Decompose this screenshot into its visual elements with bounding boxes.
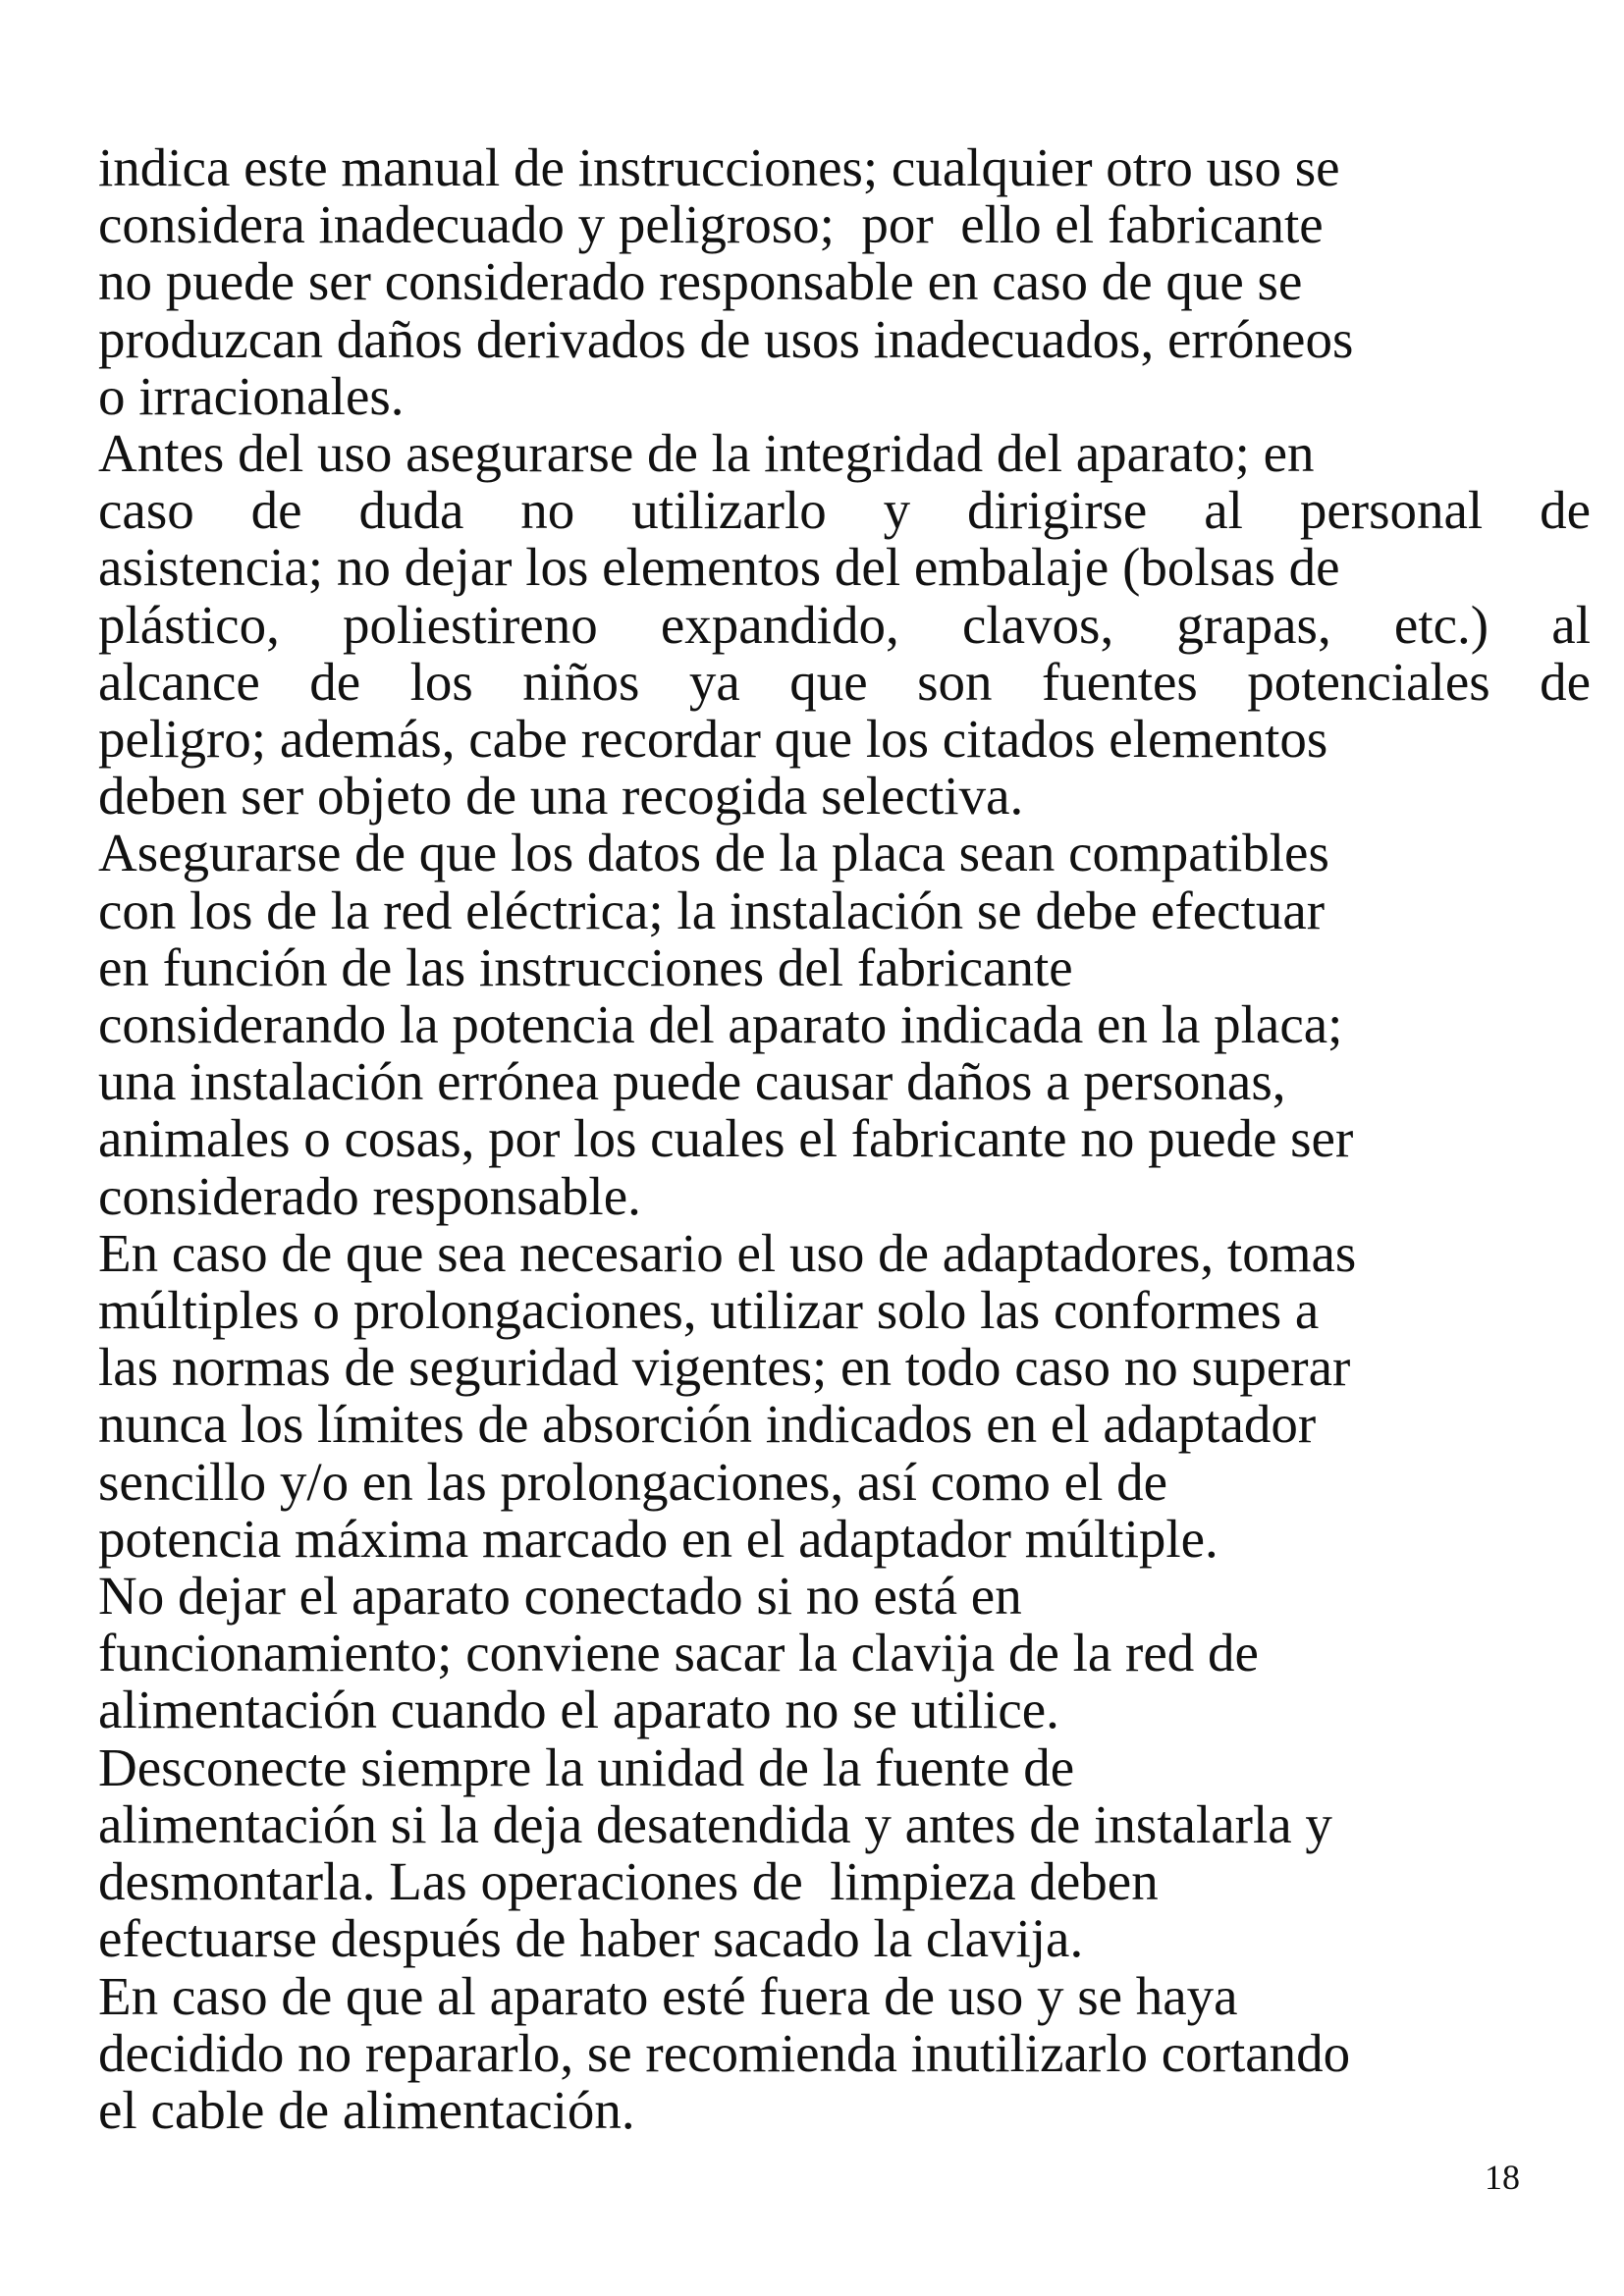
paragraph-6 — [98, 1736, 1591, 1969]
text-line: No dejar el aparato conectado si no está en — [98, 1566, 1022, 1627]
text-line: considera inadecuado y peligroso; por ello el fabricante — [98, 194, 1324, 255]
text-line: plástico, poliestireno expandido, clavos, grapas, etc.) al — [98, 594, 1591, 655]
paragraph-7 — [98, 1965, 1591, 2140]
text-line: efectuarse después de haber sacado la clavija. — [98, 1908, 1084, 1969]
text-line: funcionamiento; conviene sacar la clavija de la red de — [98, 1623, 1259, 1683]
text-line: considerado responsable. — [98, 1165, 641, 1226]
text-line: Asegurarse de que los datos de la placa sean compatibles — [98, 823, 1329, 883]
text-line: Desconecte siempre la unidad de la fuente de — [98, 1736, 1075, 1797]
text-line: En caso de que al aparato esté fuera de uso y se haya — [98, 1965, 1238, 2026]
paragraph-2 — [98, 425, 1591, 825]
text-line: potencia máxima marcado en el adaptador múltiple. — [98, 1508, 1218, 1569]
text-line: desmontarla. Las operaciones de limpieza deben — [98, 1851, 1159, 1912]
text-line: con los de la red eléctrica; la instalación se debe efectuar — [98, 880, 1326, 940]
text-line: deben ser objeto de una recogida selectiva. — [98, 766, 1024, 827]
text-line: el cable de alimentación. — [98, 2079, 635, 2140]
text-line: sencillo y/o en las prolongaciones, así como el de — [98, 1451, 1168, 1512]
text-line: peligro; además, cabe recordar que los citados elementos — [98, 709, 1328, 770]
text-line: decidido no repararlo, se recomienda inutilizarlo cortando — [98, 2022, 1351, 2083]
page-number: 18 — [1485, 2158, 1520, 2197]
text-line: nunca los límites de absorción indicados en el adaptador — [98, 1394, 1317, 1455]
text-line: alimentación si la deja desatendida y antes de instalarla y — [98, 1793, 1332, 1854]
text-line: una instalación errónea puede causar daños a personas, — [98, 1051, 1286, 1112]
text-line: asistencia; no dejar los elementos del embalaje (bolsas de — [98, 537, 1340, 598]
body-text — [98, 139, 1591, 2139]
paragraph-5 — [98, 1568, 1591, 1739]
text-line: alimentación cuando el aparato no se utilice. — [98, 1680, 1059, 1740]
text-line: caso de duda no utilizarlo y dirigirse al personal de — [98, 480, 1591, 541]
text-line: alcance de los niños ya que son fuentes potenciales de — [98, 651, 1591, 712]
text-line: en función de las instrucciones del fabricante — [98, 936, 1073, 997]
text-line: Antes del uso asegurarse de la integridad del aparato; en — [98, 423, 1315, 484]
text-line: no puede ser considerado responsable en caso de que se — [98, 251, 1303, 312]
text-line: animales o cosas, por los cuales el fabricante no puede ser — [98, 1108, 1354, 1169]
paragraph-3 — [98, 825, 1591, 1224]
text-line: las normas de seguridad vigentes; en todo caso no superar — [98, 1337, 1351, 1398]
paragraph-1 — [98, 139, 1591, 425]
text-line: o irracionales. — [98, 365, 405, 426]
text-line: múltiples o prolongaciones, utilizar solo las conformes a — [98, 1280, 1320, 1341]
text-line: indica este manual de instrucciones; cualquier otro uso se — [98, 137, 1340, 197]
text-line: En caso de que sea necesario el uso de adaptadores, tomas — [98, 1222, 1357, 1283]
text-line: produzcan daños derivados de usos inadecuados, erróneos — [98, 308, 1354, 369]
paragraph-4 — [98, 1222, 1591, 1569]
text-line: considerando la potencia del aparato indicada en la placa; — [98, 994, 1343, 1055]
